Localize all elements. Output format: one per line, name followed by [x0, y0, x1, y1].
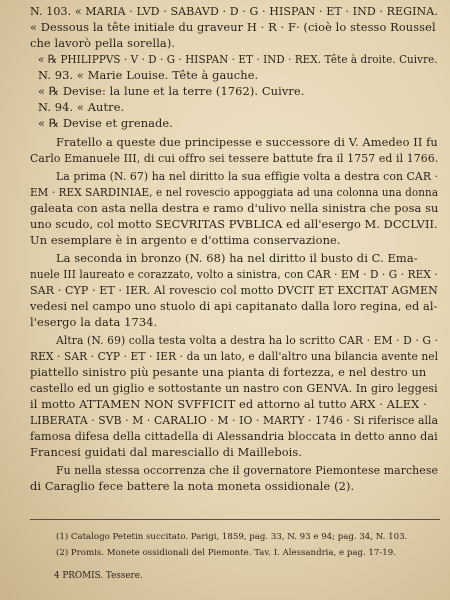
text-line: il motto ATTAMEN NON SVFFICIT ed attorno al tutto ARX · ALEX ·	[30, 397, 427, 411]
text-line: N. 103. « MARIA · LVD · SABAVD · D · G · HISPAN · ET · IND · REGINA.	[30, 4, 438, 18]
text-line: LIBERATA · SVB · M · CARALIO · M · IO · MARTY · 1746 · Si riferisce alla	[30, 413, 439, 427]
text-line: Fu nella stessa occorrenza che il governatore Piemontese marchese	[56, 463, 439, 477]
text-line: Un esemplare è in argento e d'ottima conservazione.	[30, 233, 341, 247]
footnote-divider	[30, 519, 440, 520]
text-line: N. 94. « Autre.	[38, 100, 125, 114]
text-line: castello ed un giglio e sottostante un nastro con GENVA. In giro leggesi	[30, 381, 438, 395]
text-line: famosa difesa della cittadella di Alessandria bloccata in detto anno dai	[30, 429, 438, 443]
text-line: EM · REX SARDINIAE, e nel rovescio appoggiata ad una colonna una donna	[30, 185, 439, 199]
text-line: che lavorò pella sorella).	[30, 36, 176, 50]
text-line: Altra (N. 69) colla testa volta a destra ha lo scritto CAR · EM · D · G ·	[56, 333, 439, 347]
text-line: « ℞ Devise: la lune et la terre (1762). Cuivre.	[38, 84, 305, 98]
text-line: di Caraglio fece battere la nota moneta ossidionale (2).	[30, 479, 355, 493]
text-line: uno scudo, col motto SECVRITAS PVBLICA ed all'esergo M. DCCLVII.	[30, 217, 438, 231]
text-line: Fratello a queste due principesse e successore di V. Amedeo II fu	[56, 135, 438, 149]
text-line: N. 93. « Marie Louise. Tête à gauche.	[38, 68, 259, 82]
text-line: « ℞ PHILIPPVS · V · D · G · HISPAN · ET · IND · REX. Tête à droite. Cuivre.	[38, 52, 438, 66]
footnote-2: (2) Promis. Monete ossidionali del Piemonte. Tav. I. Alessandria, e pag. 17-19.	[56, 548, 396, 558]
text-line: Francesi guidati dal maresciallo di Maillebois.	[30, 445, 303, 459]
text-line: La seconda in bronzo (N. 68) ha nel diritto il busto di C. Ema-	[56, 251, 418, 265]
text-line: l'esergo la data 1734.	[30, 315, 158, 329]
text-line: SAR · CYP · ET · IER. Al rovescio col motto DVCIT ET EXCITAT AGMEN	[30, 283, 438, 297]
text-line: vedesi nel campo uno stuolo di api capitanato dalla loro regina, ed al-	[30, 299, 438, 313]
text-line: « ℞ Devise et grenade.	[38, 116, 173, 130]
text-line: galeata con asta nella destra e ramo d'ulivo nella sinistra che posa su	[30, 201, 439, 215]
footnote-1: (1) Catalogo Petetin succitato. Parigi, 1859, pag. 33, N. 93 e 94; pag. 34, N. 103.	[56, 532, 408, 542]
text-line: Carlo Emanuele III, di cui offro sei tessere battute fra il 1757 ed il 1766.	[30, 151, 439, 165]
page-signature: 4 PROMIS. Tessere.	[54, 571, 143, 581]
text-line: nuele III laureato e corazzato, volto a sinistra, con CAR · EM · D · G · REX ·	[30, 267, 438, 281]
text-line: REX · SAR · CYP · ET · IER · da un lato, e dall'altro una bilancia avente nel	[30, 349, 439, 363]
text-line: La prima (N. 67) ha nel diritto la sua effigie volta a destra con CAR ·	[56, 169, 439, 183]
text-line: « Dessous la tête initiale du graveur H · R · F· (cioè lo stesso Roussel	[30, 20, 436, 34]
text-line: piattello sinistro più pesante una pianta di fortezza, e nel destro un	[30, 365, 427, 379]
